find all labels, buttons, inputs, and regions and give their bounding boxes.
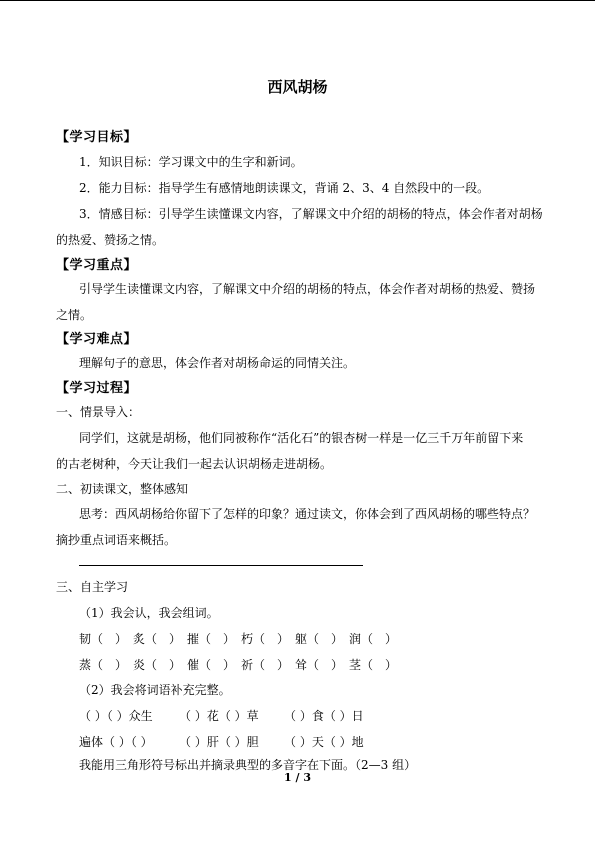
difficulty-line-1: 理解句子的意思，体会作者对胡杨命运的同情关注。 — [79, 356, 356, 370]
process-step-1-line-2: 的古老树种，今天让我们一起去认识胡杨走进胡杨。 — [56, 457, 333, 471]
phrase-blank-item: （ ）（ ）众生 — [79, 709, 153, 723]
word-blank-item: 韧（ ） — [79, 632, 128, 646]
goal-1: 1．知识目标：学习课文中的生字和新词。 — [79, 155, 303, 169]
process-step-1-heading: 一、情景导入： — [56, 405, 141, 419]
process-step-2-heading: 二、初读课文，整体感知 — [56, 482, 189, 496]
section-heading-goals: 【学习目标】 — [56, 130, 138, 145]
word-blank-item: 朽（ ） — [241, 632, 290, 646]
section-heading-process: 【学习过程】 — [56, 381, 138, 396]
word-blank-item: 炎（ ） — [133, 658, 182, 672]
word-blank-item: 催（ ） — [187, 658, 236, 672]
process-step-3-sub-2: （2）我会将词语补充完整。 — [79, 683, 231, 697]
process-step-3-sub-1: （1）我会认，我会组词。 — [79, 606, 219, 620]
page-number: 1 / 3 — [284, 771, 311, 784]
section-heading-focus: 【学习重点】 — [56, 258, 138, 273]
word-blank-item: 耸（ ） — [295, 658, 344, 672]
goal-3-line-1: 3．情感目标：引导学生读懂课文内容，了解课文中介绍的胡杨的特点，体会作者对胡杨 — [79, 207, 543, 221]
process-step-2-line-2: 摘抄重点词语来概括。 — [56, 533, 177, 547]
word-blank-item: 茎（ ） — [349, 658, 398, 672]
word-blank-item: 蒸（ ） — [79, 658, 128, 672]
phrase-blank-item: （ ）肝（ ）胆 — [179, 735, 259, 749]
word-blank-item: 祈（ ） — [241, 658, 290, 672]
phrase-blank-item: （ ）食（ ）日 — [284, 709, 364, 723]
process-step-3-heading: 三、自主学习 — [56, 580, 129, 594]
focus-line-2: 之情。 — [56, 308, 93, 322]
word-blank-item: 躯（ ） — [295, 632, 344, 646]
word-blank-item: 炙（ ） — [133, 632, 182, 646]
process-step-1-line-1: 同学们，这就是胡杨，他们同被称作“活化石”的银杏树一样是一亿三千万年前留下来 — [79, 431, 524, 445]
process-step-2-line-1: 思考：西风胡杨给你留下了怎样的印象？通过读文，你体会到了西风胡杨的哪些特点？ — [79, 507, 536, 521]
focus-line-1: 引导学生读懂课文内容，了解课文中介绍的胡杨的特点，体会作者对胡杨的热爱、赞扬 — [79, 282, 536, 296]
phrase-blank-item: （ ）天（ ）地 — [284, 735, 364, 749]
goal-2: 2．能力目标：指导学生有感情地朗读课文，背诵 2、3、4 自然段中的一段。 — [79, 181, 490, 195]
process-step-3-note: 我能用三角形符号标出并摘录典型的多音字在下面。（2—3 组） — [79, 758, 417, 772]
section-heading-difficulty: 【学习难点】 — [56, 332, 138, 347]
word-blank-item: 润（ ） — [349, 632, 398, 646]
page-title: 西风胡杨 — [267, 78, 328, 96]
word-blank-item: 摧（ ） — [187, 632, 236, 646]
phrase-blank-item: （ ）花（ ）草 — [179, 709, 259, 723]
goal-3-line-2: 的热爱、赞扬之情。 — [56, 233, 165, 247]
top-border-line — [0, 0, 595, 1]
phrase-blank-item: 遍体（ ）（ ） — [79, 735, 153, 749]
answer-line — [79, 565, 363, 566]
